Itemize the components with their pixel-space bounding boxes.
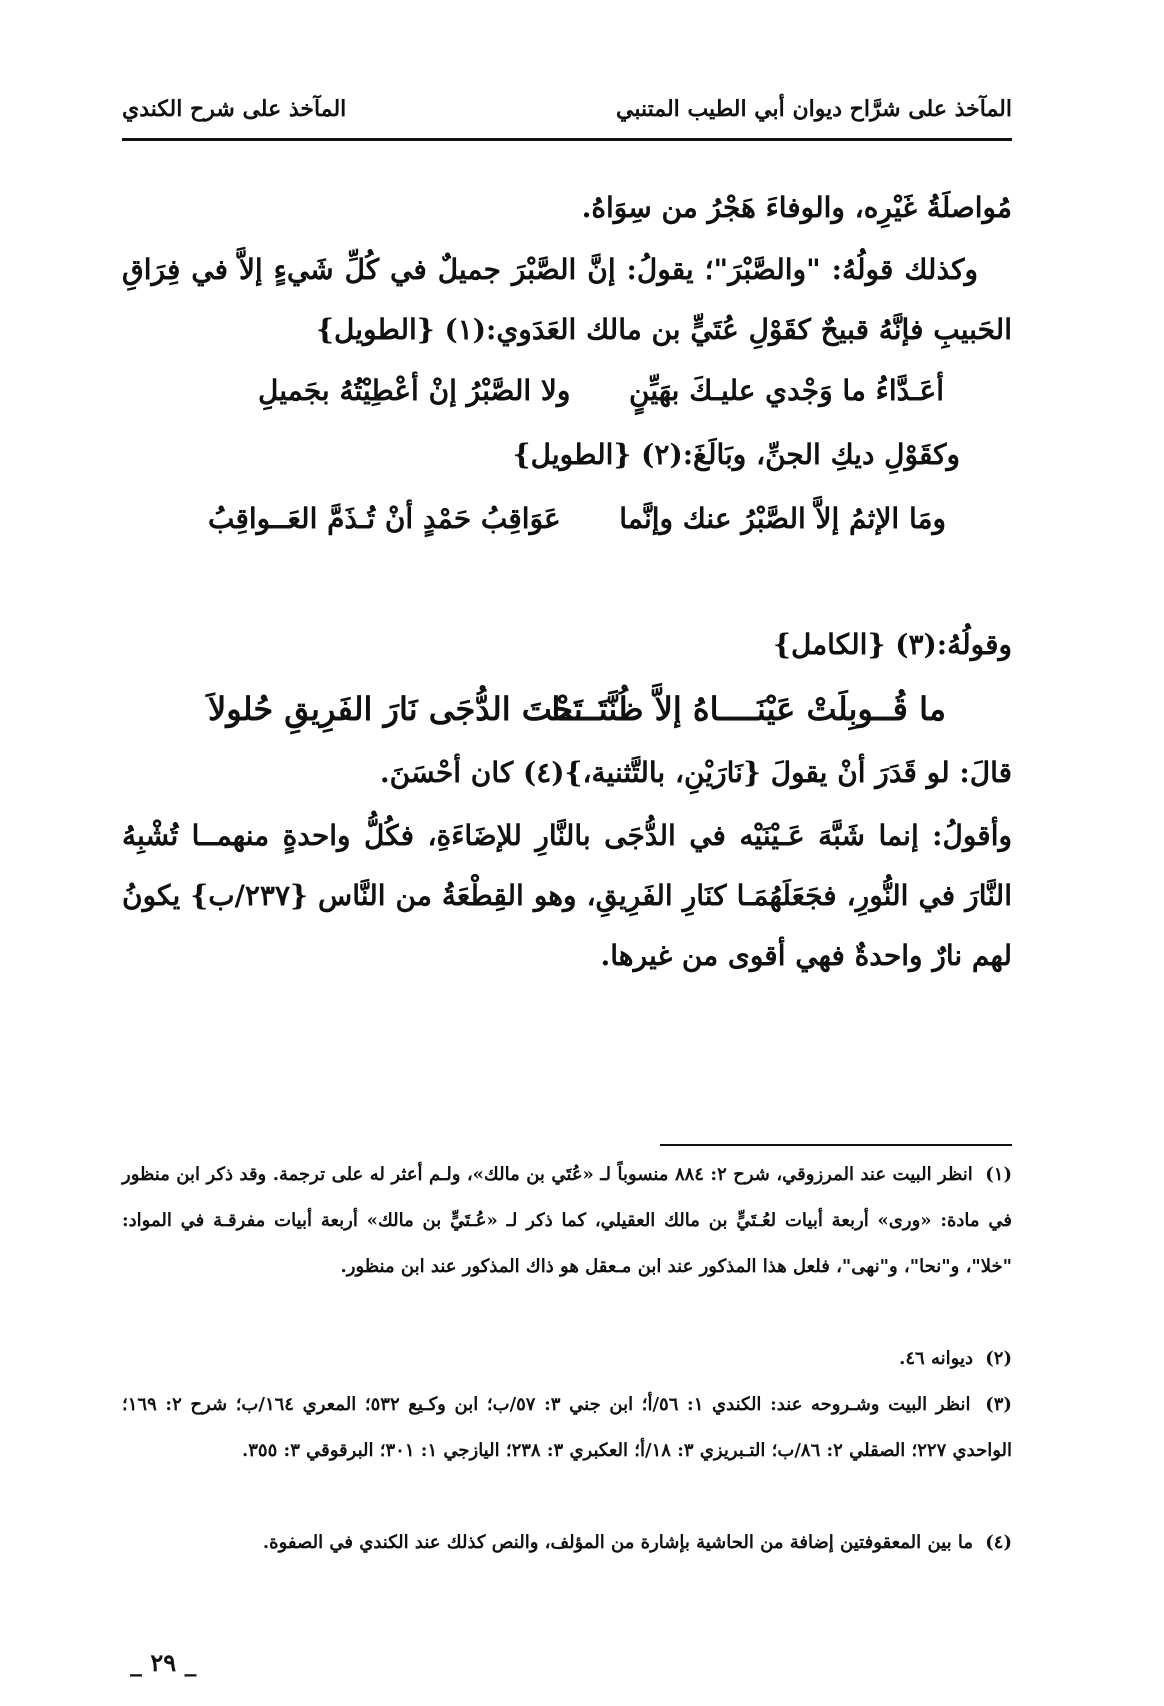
footnote-2: [122, 1336, 1012, 1382]
verse-2-first-hemistich: ومَا الإثمُ إلاَّ الصَّبْرُ عنك وإنَّما: [619, 502, 946, 535]
chapter-title: المآخذ على شرح الكندي: [122, 96, 347, 122]
footnote-number: (٤): [985, 1532, 1012, 1553]
header-divider: [122, 138, 1012, 141]
footnote-text: انظر البيت عند المرزوقي، شرح ٢: ٨٨٤ منسوباً لـ «عُتَي بن مالك»، ولـم أعثر له على ترجمة. وقد ذكر ابن منظور في مادة: «ورى» أربعة أبيات لعُـتَيٍّ بن مالك العقيلي، كما ذكر لـ «عُـتَيٍّ بن مالك» أربعة أبيات مفرقـة في المواد: "خلا"، و"نحا"، و"نهى"، فلعل هذا المذكور عند ابن مـعقل هو ذاك المذكور عند ابن منظور.: [122, 1164, 1012, 1277]
footnote-text: ما بين المعقوفتين إضافة من الحاشية بإشارة من المؤلف، والنص كذلك عند الكندي في الصفوة.: [262, 1532, 973, 1553]
footnote-number: (٢): [985, 1348, 1012, 1369]
verse-2-second-hemistich: عَوَاقِبُ حَمْدٍ أنْ تُـذَمَّ العَــواقِبُ: [208, 502, 561, 535]
verse-1-second-hemistich: ولا الصَّبْرُ إنْ أعْطِيْتُهُ بجَميلِ: [258, 374, 571, 407]
footnote-number: (٣): [985, 1394, 1012, 1415]
verse-1-first-hemistich: أعَـدَّاءُ ما وَجْدي عليـكَ بهَيِّنٍ: [629, 374, 944, 407]
page-number: _ ٢٩ _: [130, 1648, 197, 1677]
footnote-number: (١): [985, 1164, 1012, 1185]
body-line-continuation: مُواصلَةُ غَيْرِه، والوفاءَ هَجْرُ من سِوَاهُ.: [581, 191, 1012, 224]
footnote-3: [122, 1382, 1012, 1474]
book-title: المآخذ على شرَّاح ديوان أبي الطيب المتنبي: [616, 96, 1012, 122]
body-paragraph-3: وقولُهُ:(٣) {الكامل}: [772, 628, 1012, 661]
body-paragraph-2: وكقَوْلِ ديكِ الجنِّ، وبَالَغَ:(٢) {الطويل}: [512, 438, 960, 471]
footnote-text: ديوانه ٤٦.: [899, 1348, 973, 1369]
body-paragraph-1: وكذلك قولُهُ: "والصَّبْرَ"؛ يقولُ: إنَّ الصَّبْرَ جميلٌ في كُلِّ شَيءٍ إلاَّ في فِرَاقِ الحَبيبِ فإنَّهُ قبيحٌ كقَوْلِ عُتَيٍّ بن مالك العَدَوي:(١) {الطويل}: [122, 253, 1012, 346]
verse-3-first-hemistich: ما قُــوبِلَتْ عَيْنَــــاهُ إلاَّ ظُنَّتَــــا: [551, 690, 946, 728]
body-paragraph-4: قالَ: لو قَدَرَ أنْ يقولَ {نَارَيْنِ، بالتَّثنية،}(٤) كان أحْسَنَ.: [379, 756, 1012, 789]
footnote-text: انظر البيت وشـروحه عند: الكندي ١: ٥٦/أ؛ ابن جني ٣: ٥٧/ب؛ ابن وكـيع ٥٣٢؛ المعري ١٦٤/ب؛ شرح ٢: ١٦٩؛ الواحدي ٢٢٧؛ الصقلي ٢: ٨٦/ب؛ التـبريزي ٣: ١٨/أ؛ العكبري ٣: ٢٣٨؛ اليازجي ١: ٣٠١؛ البرقوقي ٣: ٣٥٥.: [122, 1394, 1012, 1461]
footnote-divider: [660, 1144, 1012, 1146]
body-paragraph-5: وأقولُ: إنما شَبَّهَ عَـيْنَيْه في الدُّجَى بالنَّارِ للإضَاءَةِ، فكُلُّ واحدةٍ منهمــا تُشْبِهُ النَّارَ في النُّورِ، فجَعَلَهُمَـا كنَارِ الفَرِيقِ، وهو القِطْعَةُ من النَّاس {٢٣٧/ب} يكونُ لهم نارٌ واحدةٌ فهي أقوى من غيرها.: [122, 819, 1012, 972]
verse-3-second-hemistich: تَحْتَ الدُّجَى نَارَ الفَرِيقِ حُلولاَ: [208, 690, 583, 728]
footnote-4: [122, 1520, 1012, 1566]
footnote-1: [122, 1152, 1012, 1290]
running-header: [122, 92, 1012, 138]
